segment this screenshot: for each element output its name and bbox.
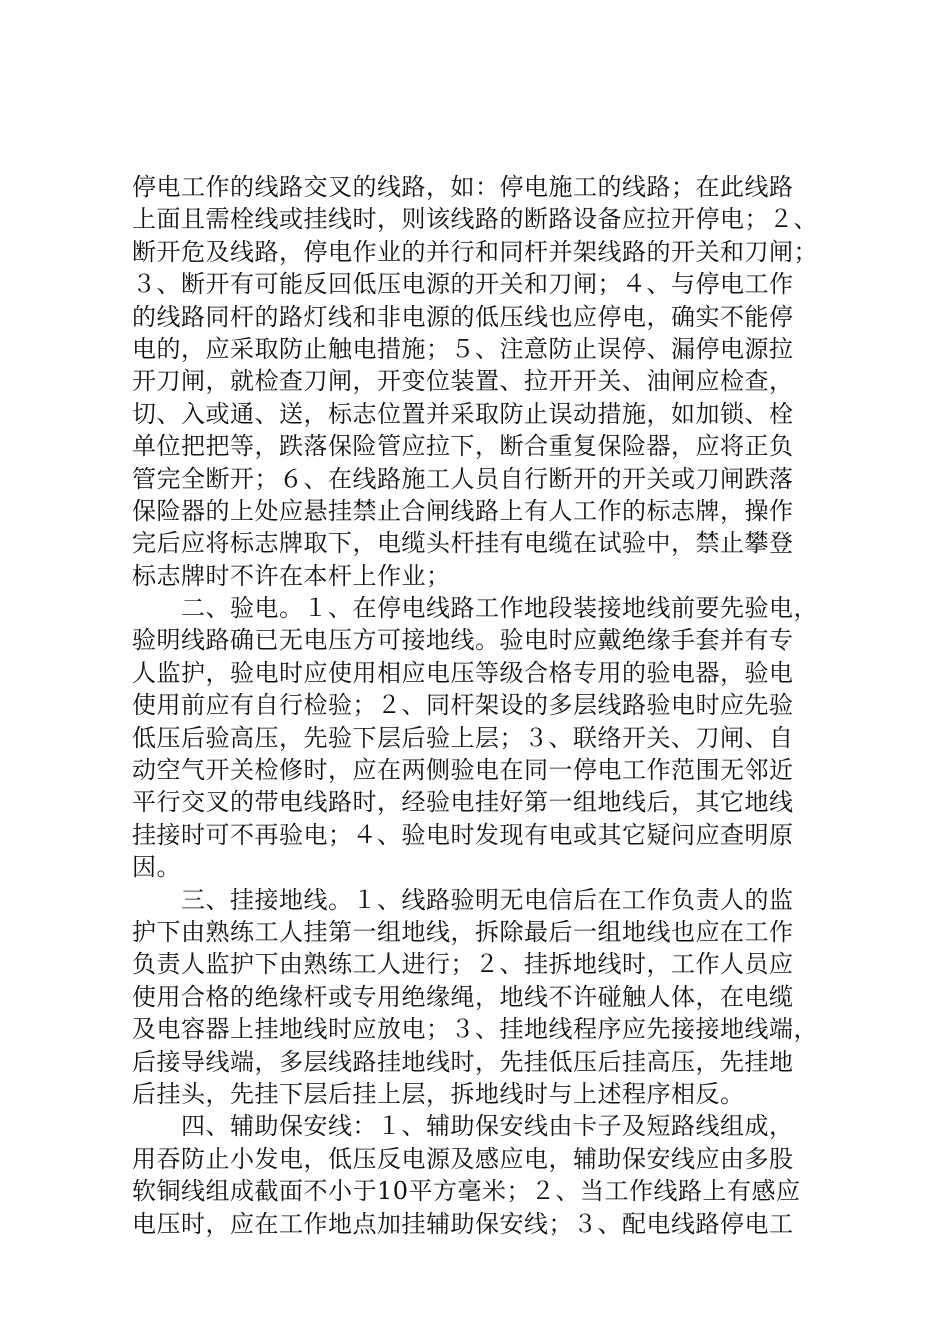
text-line: 人监护，验电时应使用相应电压等级合格专用的验电器，验电 (132, 658, 794, 687)
text-line: 单位把把等，跌落保险管应拉下，断合重复保险器，应将正负 (132, 432, 794, 461)
text-line: 二、验电。１、在停电线路工作地段装接地线前要先验电， (132, 594, 818, 623)
text-line: 三、挂接地线。１、线路验明无电信后在工作负责人的监 (132, 885, 794, 914)
text-line: 后接导线端，多层线路挂地线时，先挂低压后挂高压，先挂地 (132, 1047, 794, 1076)
text-line: 标志牌时不许在本杆上作业； (132, 561, 451, 590)
text-line: 四、辅助保安线：１、辅助保安线由卡子及短路线组成， (132, 1112, 794, 1141)
text-line: 负责人监护下由熟练工人进行；２、挂拆地线时，工作人员应 (132, 950, 794, 979)
text-line: 挂接时可不再验电；４、验电时发现有电或其它疑问应查明原 (132, 820, 794, 849)
text-line: 平行交叉的带电线路时，经验电挂好第一组地线后，其它地线 (132, 788, 794, 817)
text-line: 上面且需栓线或挂线时，则该线路的断路设备应拉开停电；２、 (132, 205, 818, 234)
document-body (132, 171, 832, 1240)
text-line: 后挂头，先挂下层后挂上层，拆地线时与上述程序相反。 (132, 1079, 745, 1108)
text-line: 保险器的上处应悬挂禁止合闸线路上有人工作的标志牌，操作 (132, 496, 794, 525)
text-line: 管完全断开；６、在线路施工人员自行断开的开关或刀闸跌落 (132, 464, 794, 493)
text-line: 及电容器上挂地线时应放电；３、挂地线程序应先接接地线端， (132, 1015, 818, 1044)
text-line: 使用合格的绝缘杆或专用绝缘绳，地线不许碰触人体，在电缆 (132, 982, 794, 1011)
text-line: 电的，应采取防止触电措施；５、注意防止误停、漏停电源拉 (132, 334, 794, 363)
text-line: 因。 (132, 853, 181, 882)
text-line: 切、入或通、送，标志位置并采取防止误动措施，如加锁、栓 (132, 399, 794, 428)
text-line: 电压时，应在工作地点加挂辅助保安线；３、配电线路停电工 (132, 1209, 794, 1238)
text-line: 的线路同杆的路灯线和非电源的低压线也应停电，确实不能停 (132, 302, 794, 331)
text-line: 使用前应有自行检验；２、同杆架设的多层线路验电时应先验 (132, 691, 794, 720)
text-line: 停电工作的线路交叉的线路，如：停电施工的线路；在此线路 (132, 173, 794, 201)
text-line: 护下由熟练工人挂第一组地线，拆除最后一组地线也应在工作 (132, 917, 794, 946)
text-line: 开刀闸，就检查刀闸，开变位装置、拉开开关、油闸应检查， (132, 367, 794, 396)
text-line: 断开危及线路，停电作业的并行和同杆并架线路的开关和刀闸； (132, 237, 818, 266)
text-line: 低压后验高压，先验下层后验上层；３、联络开关、刀闸、自 (132, 723, 794, 752)
text-line: 用吞防止小发电，低压反电源及感应电，辅助保安线应由多股 (132, 1144, 794, 1173)
text-line: 软铜线组成截面不小于10平方毫米；２、当工作线路上有感应 (132, 1177, 801, 1206)
text-line: 验明线路确已无电压方可接地线。验电时应戴绝缘手套并有专 (132, 626, 794, 655)
text-line: ３、断开有可能反回低压电源的开关和刀闸；４、与停电工作 (132, 270, 794, 299)
text-line: 完后应将标志牌取下，电缆头杆挂有电缆在试验中，禁止攀登 (132, 529, 794, 558)
text-line: 动空气开关检修时，应在两侧验电在同一停电工作范围无邻近 (132, 756, 794, 785)
